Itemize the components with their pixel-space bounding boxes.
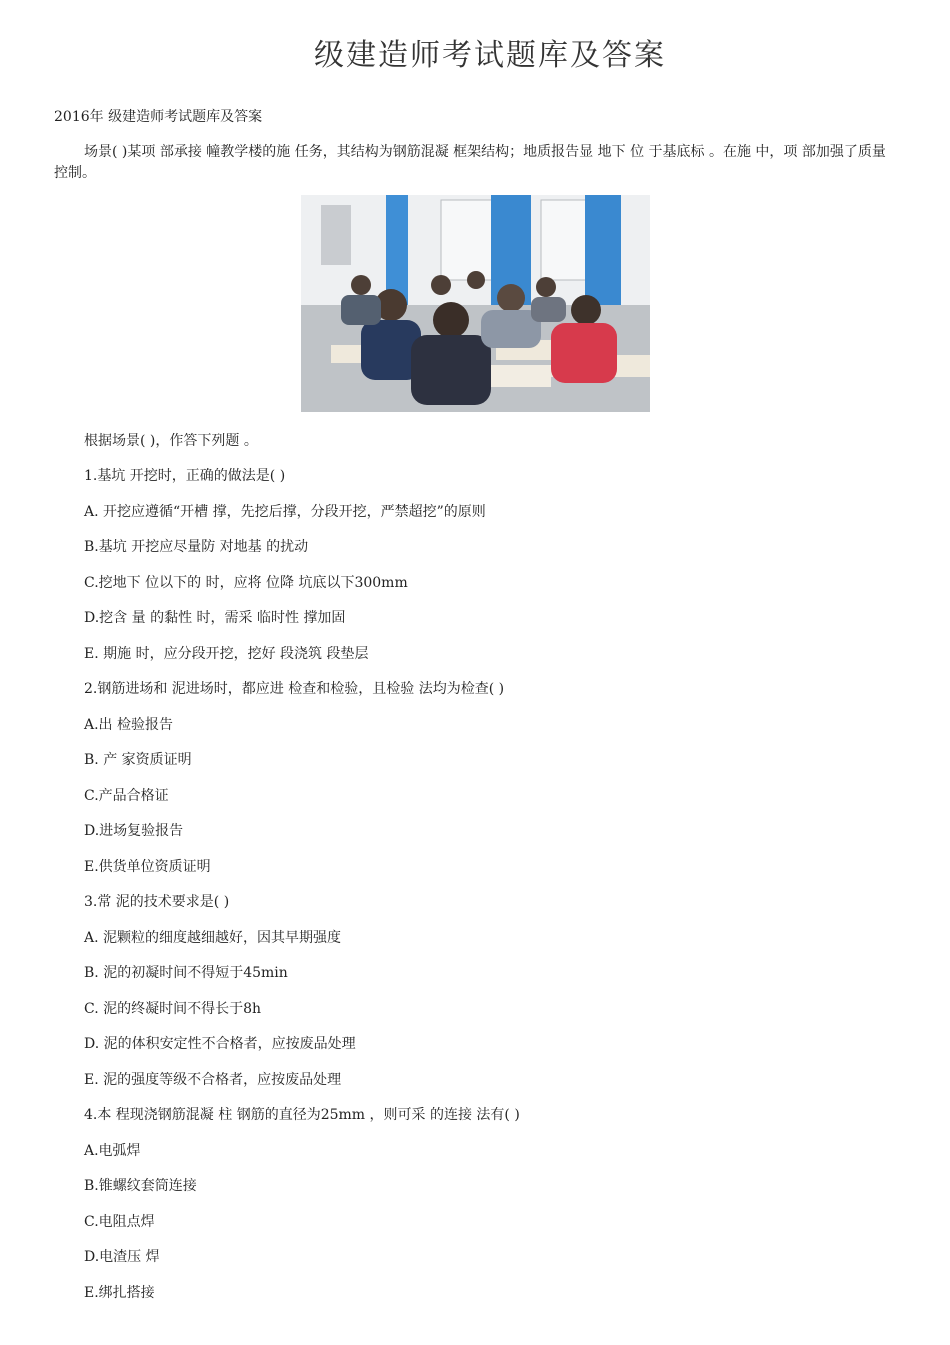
document-title: 级建造师考试题库及答案: [314, 38, 666, 73]
question-1-option-c: C.挖地下 位以下的 时，应将 位降 坑底以下300mm: [84, 575, 408, 591]
document-subtitle: 2016年 级建造师考试题库及答案: [54, 109, 263, 125]
question-4-option-a: A.电弧焊: [84, 1143, 141, 1159]
question-2-option-c: C.产品合格证: [84, 788, 169, 804]
question-2-option-d: D.进场复验报告: [84, 823, 184, 839]
question-2-option-b: B. 产 家资质证明: [84, 752, 192, 768]
scenario-paragraph: 场景( )某项 部承接 幢教学楼的施 任务，其结构为钢筋混凝 框架结构；地质报告显 地下 位 于基底标 。在施 中，项 部加强了质量控制。: [54, 144, 886, 181]
question-3-option-d: D. 泥的体积安定性不合格者，应按废品处理: [84, 1036, 356, 1052]
question-2-option-a: A.出 检验报告: [84, 717, 174, 733]
question-4-option-d: D.电渣压 焊: [84, 1249, 160, 1265]
question-4: 4.本 程现浇钢筋混凝 柱 钢筋的直径为25mm ，则可采 的连接 法有( ): [84, 1107, 520, 1123]
question-3: 3.常 泥的技术要求是( ): [84, 894, 230, 910]
question-2: 2.钢筋进场和 泥进场时，都应进 检查和检验，且检验 法均为检查( ): [84, 681, 505, 697]
question-3-option-a: A. 泥颗粒的细度越细越好，因其早期强度: [84, 930, 342, 946]
instruction-line: 根据场景( )，作答下列题 。: [84, 433, 258, 449]
question-1-option-e: E. 期施 时，应分段开挖，挖好 段浇筑 段垫层: [84, 646, 369, 662]
question-3-option-c: C. 泥的终凝时间不得长于8h: [84, 1001, 262, 1017]
question-1-option-b: B.基坑 开挖应尽量防 对地基 的扰动: [84, 539, 309, 555]
question-1: 1.基坑 开挖时，正确的做法是( ): [84, 468, 286, 484]
question-4-option-b: B.锥螺纹套筒连接: [84, 1178, 197, 1194]
question-3-option-e: E. 泥的强度等级不合格者，应按废品处理: [84, 1072, 342, 1088]
question-4-option-c: C.电阻点焊: [84, 1214, 155, 1230]
question-4-option-e: E.绑扎搭接: [84, 1285, 155, 1301]
question-3-option-b: B. 泥的初凝时间不得短于45min: [84, 965, 288, 981]
question-1-option-a: A. 开挖应遵循“开槽 撑，先挖后撑，分段开挖，严禁超挖”的原则: [84, 504, 486, 520]
classroom-exam-illustration: [301, 195, 650, 412]
classroom-exam-photo: [301, 195, 650, 412]
question-1-option-d: D.挖含 量 的黏性 时，需采 临时性 撑加固: [84, 610, 346, 626]
question-2-option-e: E.供货单位资质证明: [84, 859, 211, 875]
